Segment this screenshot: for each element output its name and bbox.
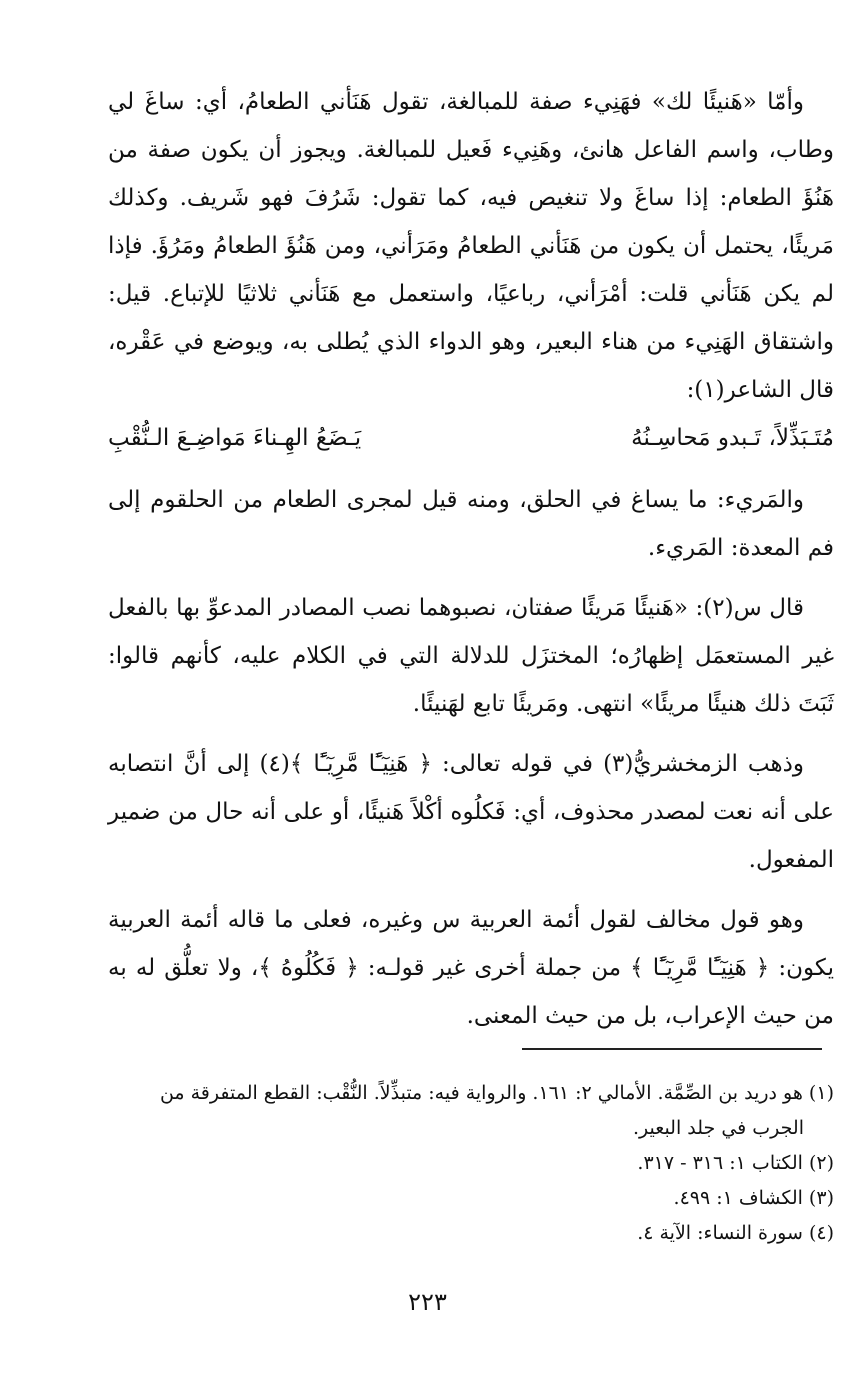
footnotes: [108, 1076, 834, 1251]
paragraph-zamakhshari: وذهب الزمخشريُّ(٣) في قوله تعالى: ﴿ هَنِيٓـًٔا مَّرِيٓـًٔا ﴾(٤) إلى أنَّ انتصابه على أنه نعت لمصدر محذوف، أي: فَكلُوه أكْلاً هَنيئًا، أو على أنه حال من ضمير المفعول.: [108, 751, 834, 873]
footnote-2: (٢) الكتاب ١: ٣١٦ - ٣١٧.: [637, 1152, 834, 1174]
footnote-3: (٣) الكشاف ١: ٤٩٩.: [673, 1187, 834, 1209]
verse-second-hemistich: يَـضَعُ الهِـناءَ مَواضِـعَ الـنُّقْبِ: [108, 425, 362, 451]
paragraph-rebuttal: وهو قول مخالف لقول أئمة العربية س وغيره، فعلى ما قاله أئمة العربية يكون: ﴿ هَنِيٓـًٔا مَّرِيٓـًٔا ﴾ من جملة أخرى غير قولـه: ﴿ فَكُلُوهُ ﴾، ولا تعلُّق له به من حيث الإعراب، بل من حيث المعنى.: [108, 907, 834, 1029]
paragraph-sibawayh: قال س(٢): «هَنيئًا مَريئًا صفتان، نصبوهما نصب المصادر المدعوِّ بها بالفعل غير المستعمَل إظهارُه؛ المختزَل للدلالة التي في الكلام عليه، كأنهم قالوا: ثَبَتَ ذلك هنيئًا مريئًا» انتهى. ومَريئًا تابع لهَنيئًا.: [108, 595, 834, 717]
paragraph-mari: والمَريء: ما يساغ في الحلق، ومنه قيل لمجرى الطعام من الحلقوم إلى فم المعدة: المَريء.: [108, 487, 834, 561]
footnote-1-continuation: الجرب في جلد البعير.: [633, 1117, 804, 1139]
poetry-verse: [108, 414, 834, 462]
footnote-1: (١) هو دريد بن الصِّمَّة. الأمالي ٢: ١٦١. والرواية فيه: متبذِّلاً. النُّقْب: القطع المتفرقة من: [159, 1082, 834, 1104]
paragraph-hani: وأمّا «هَنيئًا لك» فهَنِيء صفة للمبالغة، تقول هَنَأني الطعامُ، أي: ساغَ لي وطاب، واسم الفاعل هانئ، وهَنِيء فَعيل للمبالغة. ويجوز أن يكون صفة من هَنُؤَ الطعام: إذا ساغَ ولا تنغيص فيه، كما تقول: شَرُفَ فهو شَريف. وكذلك مَريئًا، يحتمل أن يكون من هَنَأني الطعامُ ومَرَأني، ومن هَنُؤَ الطعامُ ومَرُؤَ. فإذا لم يكن هَنَأني قلت: أمْرَأني، رباعيًا، واستعمل مع هَنَأني ثلاثيًا للإتباع. قيل: واشتقاق الهَنِيء من هناء البعير، وهو الدواء الذي يُطلى به، ويوضع في عَقْره، قال الشاعر(١):: [108, 89, 834, 403]
main-text: [108, 78, 834, 1040]
page-number: ٢٢٣: [408, 1288, 447, 1316]
verse-first-hemistich: مُتَـبَذِّلاً، تَـبدو مَحاسِـنُهُ: [631, 425, 834, 451]
footnote-separator: [522, 1048, 822, 1050]
footnote-4: (٤) سورة النساء: الآية ٤.: [637, 1222, 834, 1244]
